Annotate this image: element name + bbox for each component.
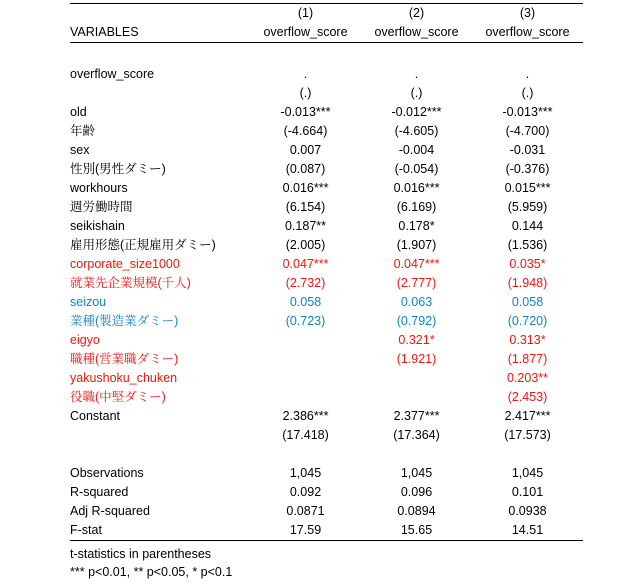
column-number: (1) <box>297 6 314 20</box>
coefficient-rows <box>70 65 583 445</box>
variable-name-jp: 職種(営業職ダミー) <box>70 352 179 366</box>
tstat-value: (0.087) <box>285 162 326 176</box>
coefficient-value: 0.058 <box>289 295 322 309</box>
variable-name: eigyo <box>70 333 100 347</box>
variable-name: Constant <box>70 409 121 423</box>
table-row <box>70 312 583 331</box>
column-number: (3) <box>519 6 536 20</box>
coefficient-value: -0.013*** <box>502 105 553 119</box>
stat-label: Observations <box>70 466 144 480</box>
tstat-value: (.) <box>521 86 534 100</box>
tstat-value: (-4.664) <box>283 124 328 138</box>
table-row <box>70 502 583 521</box>
tstat-value: (1.536) <box>507 238 548 252</box>
tstat-value: (6.169) <box>396 200 437 214</box>
tstat-value: (1.948) <box>507 276 548 290</box>
tstat-value: (2.777) <box>396 276 437 290</box>
table-row <box>70 236 583 255</box>
coefficient-value: 0.203** <box>506 371 548 385</box>
table-row <box>70 426 583 445</box>
table-row <box>70 179 583 198</box>
note-tstat: t-statistics in parentheses <box>70 547 212 561</box>
coefficient-value: 2.417*** <box>504 409 551 423</box>
variable-name: sex <box>70 143 90 157</box>
coefficient-value: 0.144 <box>511 219 544 233</box>
coefficient-value: 0.058 <box>511 295 544 309</box>
table-row <box>70 84 583 103</box>
variable-name: seizou <box>70 295 107 309</box>
variable-name: overflow_score <box>70 67 155 81</box>
coefficient-value: 0.047*** <box>393 257 440 271</box>
tstat-value: (0.723) <box>285 314 326 328</box>
stat-value: 0.0894 <box>397 504 436 518</box>
stat-value: 0.092 <box>289 485 322 499</box>
stat-label: R-squared <box>70 485 129 499</box>
coefficient-value: 0.007 <box>289 143 322 157</box>
stat-label: Adj R-squared <box>70 504 150 518</box>
stat-value: 1,045 <box>400 466 433 480</box>
coefficient-value: 2.377*** <box>393 409 440 423</box>
dep-var-row <box>70 23 583 43</box>
tstat-value: (.) <box>410 86 423 100</box>
table-row <box>70 369 583 388</box>
regression-table <box>70 3 583 581</box>
note-significance: *** p<0.01, ** p<0.05, * p<0.1 <box>70 565 233 579</box>
variable-name: workhours <box>70 181 128 195</box>
coefficient-value: 0.063 <box>400 295 433 309</box>
coefficient-value: 0.016*** <box>393 181 440 195</box>
coefficient-value: 0.178* <box>398 219 435 233</box>
coefficient-value: 0.313* <box>509 333 546 347</box>
table-row <box>70 483 583 502</box>
column-number: (2) <box>408 6 425 20</box>
stat-value: 0.096 <box>400 485 433 499</box>
table-row <box>70 217 583 236</box>
table-notes <box>70 541 583 581</box>
coefficient-value: -0.031 <box>509 143 546 157</box>
stat-value: 0.0871 <box>286 504 325 518</box>
variable-name-jp <box>70 426 250 445</box>
table-row <box>70 255 583 274</box>
coefficient-value: . <box>303 67 308 81</box>
stats-gap <box>70 445 583 464</box>
stat-value: 14.51 <box>511 523 544 537</box>
table-row <box>70 350 583 369</box>
variable-name: yakushoku_chuken <box>70 371 178 385</box>
variable-name-jp: 週労働時間 <box>70 200 133 214</box>
coefficient-value: 0.015*** <box>504 181 551 195</box>
coefficient-value <box>361 369 472 388</box>
stat-value: 0.0938 <box>508 504 547 518</box>
column-number-row <box>70 4 583 23</box>
tstat-value: (.) <box>299 86 312 100</box>
variable-name-jp: 雇用形態(正規雇用ダミー) <box>70 238 216 252</box>
coefficient-value: . <box>414 67 419 81</box>
tstat-value: (17.573) <box>504 428 551 442</box>
tstat-value <box>250 350 361 369</box>
coefficient-value: 0.035* <box>509 257 546 271</box>
tstat-value: (-0.376) <box>505 162 550 176</box>
table-row <box>70 293 583 312</box>
tstat-value: (1.907) <box>396 238 437 252</box>
tstat-value: (2.732) <box>285 276 326 290</box>
coefficient-value <box>250 331 361 350</box>
tstat-value <box>250 388 361 407</box>
coefficient-value: -0.012*** <box>391 105 442 119</box>
dep-var-name: overflow_score <box>485 25 570 39</box>
stat-value: 17.59 <box>289 523 322 537</box>
variable-name-jp: 役職(中堅ダミー) <box>70 390 166 404</box>
table-row <box>70 407 583 426</box>
coefficient-value: 0.321* <box>398 333 435 347</box>
dep-var-name: overflow_score <box>263 25 348 39</box>
tstat-value: (1.921) <box>396 352 437 366</box>
tstat-value: (1.877) <box>507 352 548 366</box>
variable-name: old <box>70 105 87 119</box>
coefficient-value: 0.187** <box>284 219 326 233</box>
coefficient-value <box>250 369 361 388</box>
tstat-value: (-0.054) <box>394 162 439 176</box>
header-empty-cell <box>70 4 250 23</box>
stat-value: 0.101 <box>511 485 544 499</box>
tstat-value: (2.453) <box>507 390 548 404</box>
tstat-value: (-4.700) <box>505 124 550 138</box>
variable-name-jp: 就業先企業規模(千人) <box>70 276 191 290</box>
variable-name: corporate_size1000 <box>70 257 180 271</box>
coefficient-value: 0.016*** <box>282 181 329 195</box>
coefficient-value: . <box>525 67 530 81</box>
header-gap <box>70 43 583 65</box>
table-row <box>70 274 583 293</box>
variable-name-jp: 業種(製造業ダミー) <box>70 314 179 328</box>
variable-name: seikishain <box>70 219 125 233</box>
tstat-value: (-4.605) <box>394 124 439 138</box>
coefficient-value: -0.013*** <box>280 105 331 119</box>
table-row <box>70 141 583 160</box>
dep-var-name: overflow_score <box>374 25 459 39</box>
table-row <box>70 198 583 217</box>
tstat-value: (17.418) <box>282 428 329 442</box>
table-header <box>70 4 583 43</box>
tstat-value: (17.364) <box>393 428 440 442</box>
table-row <box>70 65 583 84</box>
tstat-value: (5.959) <box>507 200 548 214</box>
table-row <box>70 331 583 350</box>
stat-value: 15.65 <box>400 523 433 537</box>
table-row <box>70 521 583 540</box>
tstat-value: (0.720) <box>507 314 548 328</box>
variable-name-jp: 年齢 <box>70 124 96 138</box>
table-row <box>70 122 583 141</box>
variables-label: VARIABLES <box>70 25 139 39</box>
table-row <box>70 160 583 179</box>
table-row <box>70 464 583 483</box>
coefficient-value: 2.386*** <box>282 409 329 423</box>
tstat-value: (2.005) <box>285 238 326 252</box>
variable-name-jp <box>70 84 250 103</box>
coefficient-value: 0.047*** <box>282 257 329 271</box>
table-row <box>70 388 583 407</box>
variable-name-jp: 性別(男性ダミー) <box>70 162 166 176</box>
stat-label: F-stat <box>70 523 102 537</box>
stat-value: 1,045 <box>289 466 322 480</box>
tstat-value: (0.792) <box>396 314 437 328</box>
stat-value: 1,045 <box>511 466 544 480</box>
coefficient-value: -0.004 <box>398 143 435 157</box>
tstat-value: (6.154) <box>285 200 326 214</box>
table-row <box>70 103 583 122</box>
model-stats-rows <box>70 464 583 541</box>
tstat-value <box>361 388 472 407</box>
